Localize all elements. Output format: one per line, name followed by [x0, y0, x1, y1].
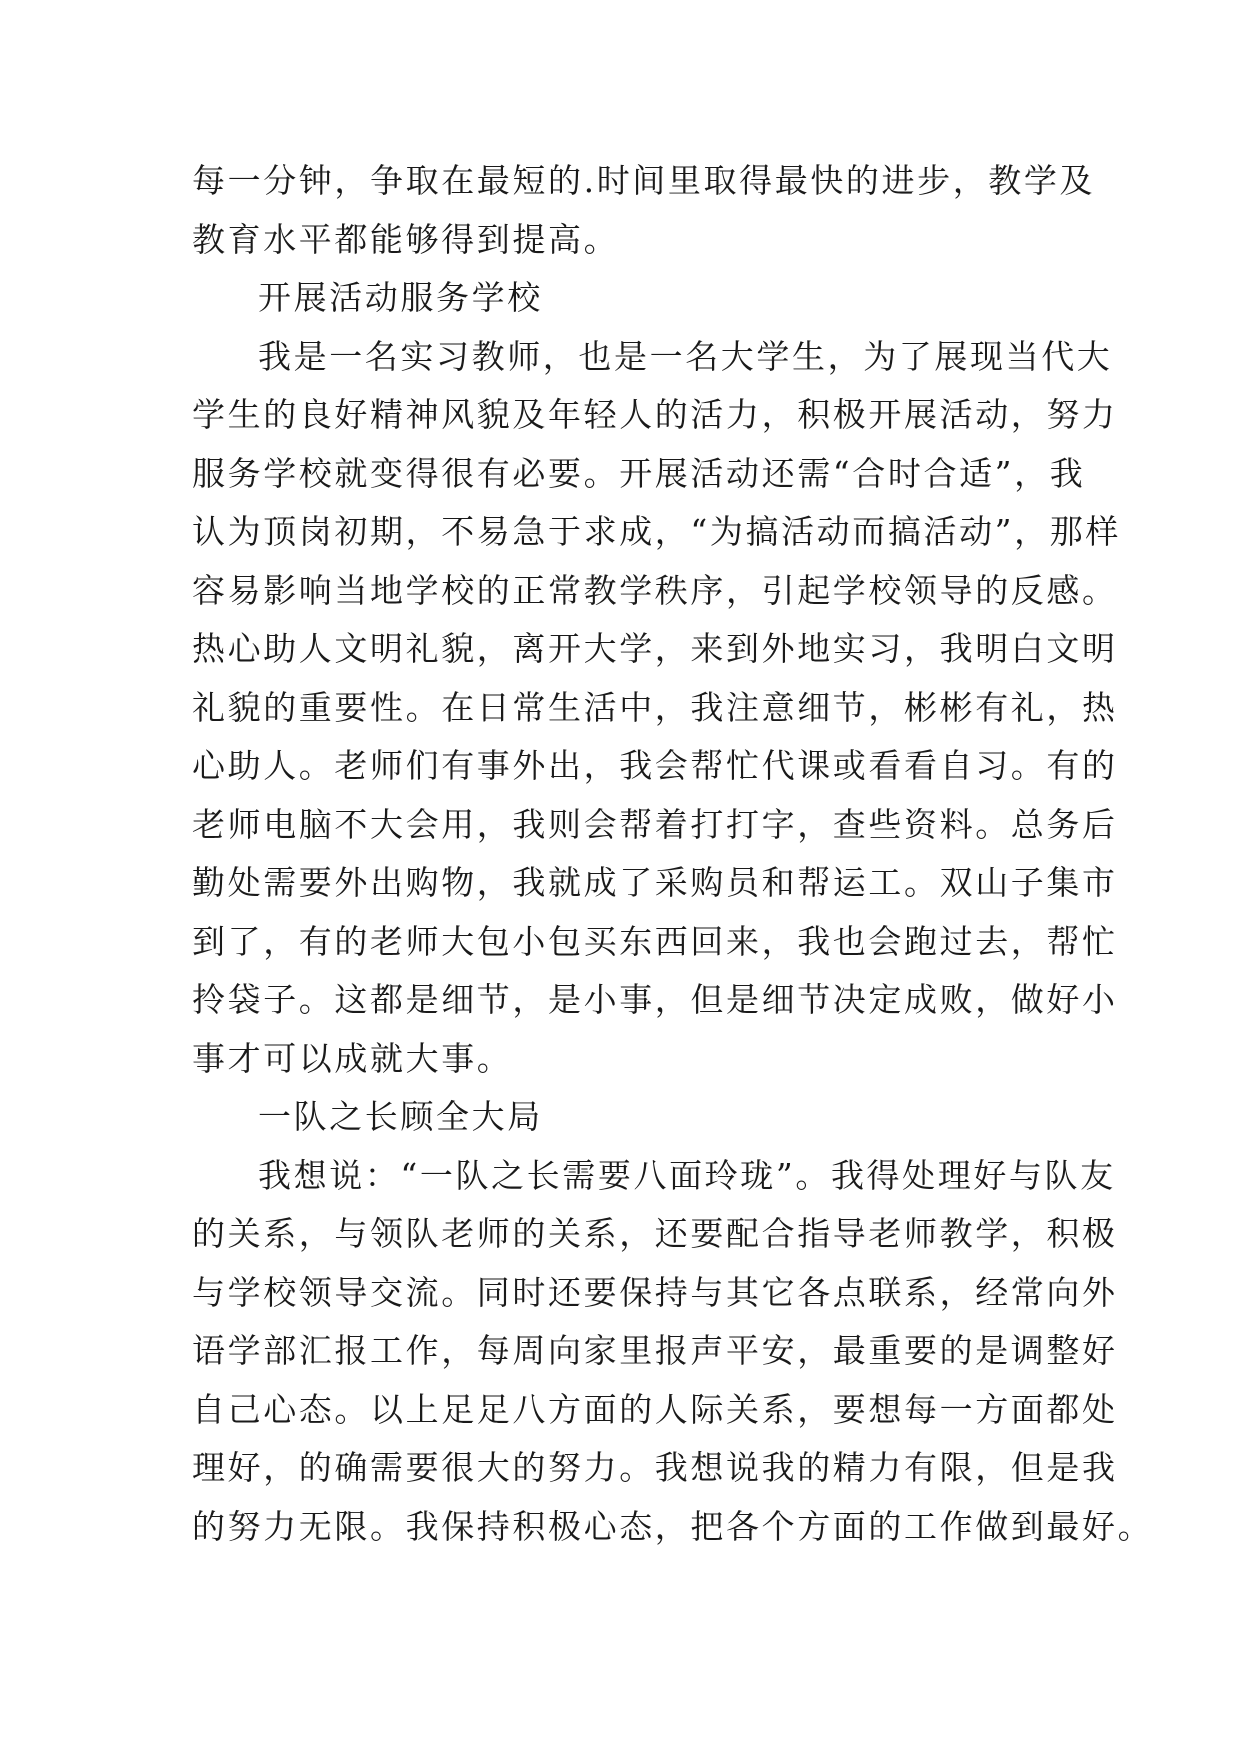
- text-line: 到了，有的老师大包小包买东西回来，我也会跑过去，帮忙: [192, 921, 1118, 961]
- text-line: 服务学校就变得很有必要。开展活动还需“合时合适”，我: [192, 453, 1086, 493]
- text-line: 的努力无限。我保持积极心态，把各个方面的工作做到最好。: [192, 1506, 1154, 1546]
- text-line: 心助人。老师们有事外出，我会帮忙代课或看看自习。有的: [192, 746, 1118, 785]
- text-line: 礼貌的重要性。在日常生活中，我注意细节，彬彬有礼，热: [192, 687, 1118, 727]
- section-heading: 一队之长顾全大局: [258, 1097, 543, 1136]
- text-line: 自己心态。以上足足八方面的人际关系，要想每一方面都处: [192, 1389, 1118, 1429]
- text-line: 拎袋子。这都是细节，是小事，但是细节决定成败，做好小: [192, 980, 1118, 1019]
- text-line: 我想说：“一队之长需要八面玲珑”。我得处理好与队友: [258, 1155, 1116, 1195]
- text-line: 老师电脑不大会用，我则会帮着打打字，查些资料。总务后: [192, 804, 1118, 844]
- text-line: 容易影响当地学校的正常教学秩序，引起学校领导的反感。: [192, 570, 1118, 610]
- text-line: 事才可以成就大事。: [192, 1038, 513, 1078]
- text-line: 认为顶岗初期，不易急于求成，“为搞活动而搞活动”，那样: [192, 512, 1121, 551]
- text-line: 每一分钟，争取在最短的.时间里取得最快的进步，教学及: [192, 161, 1096, 200]
- text-line: 热心助人文明礼貌，离开大学，来到外地实习，我明白文明: [192, 629, 1118, 668]
- text-line: 与学校领导交流。同时还要保持与其它各点联系，经常向外: [192, 1272, 1118, 1312]
- text-line: 教育水平都能够得到提高。: [192, 219, 620, 259]
- text-line: 学生的良好精神风貌及年轻人的活力，积极开展活动，努力: [192, 395, 1118, 434]
- text-line: 理好，的确需要很大的努力。我想说我的精力有限，但是我: [192, 1448, 1118, 1487]
- text-line: 勤处需要外出购物，我就成了采购员和帮运工。双山子集市: [192, 863, 1118, 902]
- document-body: [192, 152, 1154, 1556]
- text-line: 语学部汇报工作，每周向家里报声平安，最重要的是调整好: [192, 1331, 1118, 1370]
- section-heading: 开展活动服务学校: [258, 278, 543, 317]
- text-line: 我是一名实习教师，也是一名大学生，为了展现当代大: [258, 336, 1113, 376]
- text-line: 的关系，与领队老师的关系，还要配合指导老师教学，积极: [192, 1214, 1118, 1253]
